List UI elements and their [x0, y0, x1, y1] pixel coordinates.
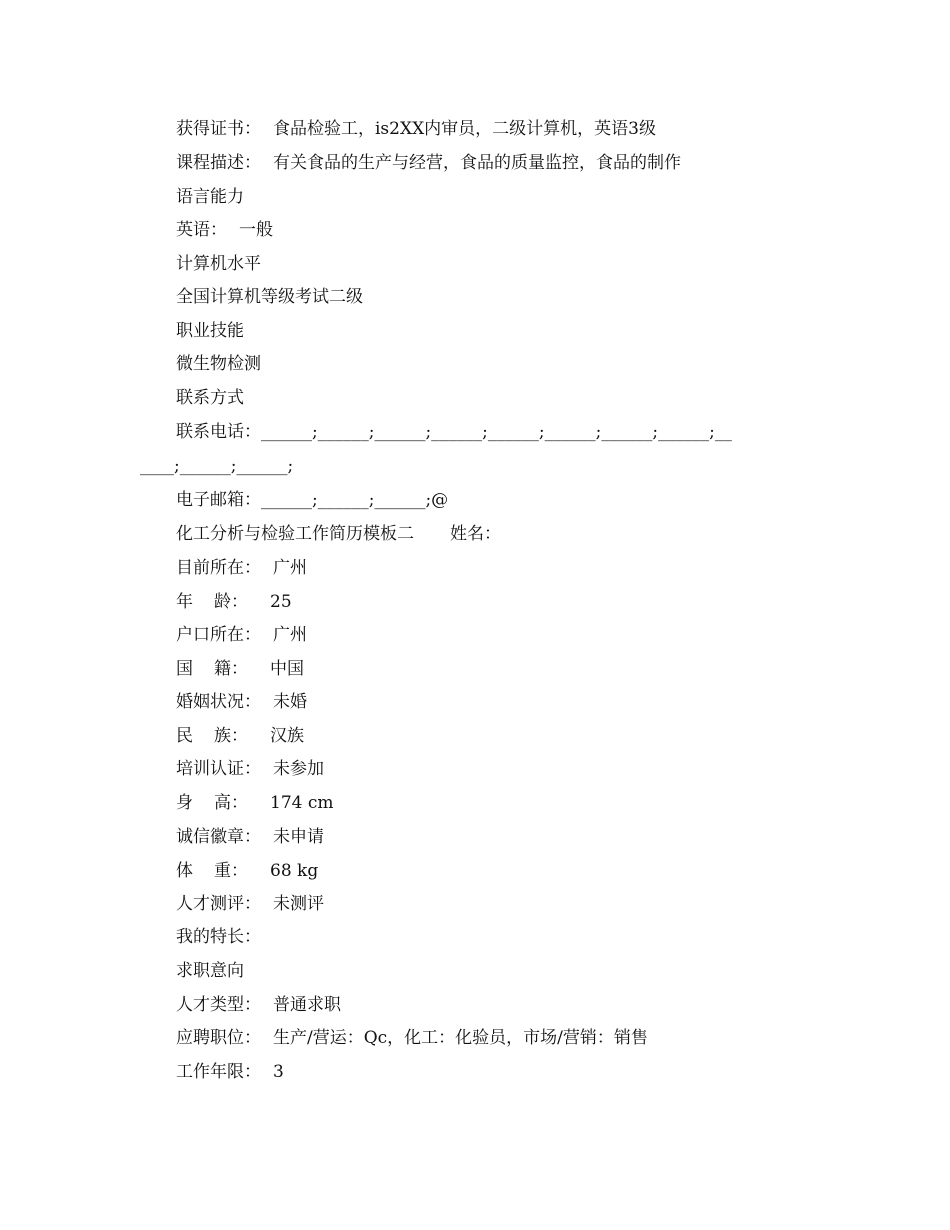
field-value: 汉族 — [270, 726, 304, 746]
field-label: 工作年限： — [176, 1062, 261, 1082]
skill-item: 微生物检测 — [176, 354, 261, 374]
field-value: 68 kg — [270, 861, 319, 881]
phone-row-continued: ____;______;______; — [140, 456, 294, 476]
email-row: 电子邮箱：______;______;______;@ — [176, 490, 449, 510]
section-heading-language: 语言能力 — [176, 187, 244, 207]
field-label: 诚信徽章： — [176, 827, 261, 847]
field-label: 体 重： — [176, 861, 248, 881]
work-years-row — [176, 1056, 284, 1089]
field-value: 广州 — [273, 558, 307, 578]
field-label: 婚姻状况： — [176, 692, 261, 712]
weight-row — [176, 855, 318, 888]
field-label: 课程描述： — [176, 153, 261, 173]
training-row — [176, 753, 324, 786]
english-row — [176, 214, 273, 247]
marital-status-row — [176, 686, 307, 719]
template-title-row — [176, 518, 501, 551]
section-heading-computer: 计算机水平 — [176, 254, 261, 274]
field-value: 未申请 — [273, 827, 324, 847]
talent-type-row — [176, 989, 341, 1022]
field-label: 民 族： — [176, 726, 248, 746]
field-value: 未婚 — [273, 692, 307, 712]
field-label: 英语： — [176, 220, 227, 240]
field-label: 目前所在： — [176, 558, 261, 578]
field-value: 普通求职 — [273, 995, 341, 1015]
field-label: 人才类型： — [176, 995, 261, 1015]
field-value: 未测评 — [273, 894, 324, 914]
field-value: 生产/营运：Qc，化工：化验员，市场/营销：销售 — [273, 1028, 648, 1048]
field-value: 有关食品的生产与经营，食品的质量监控，食品的制作 — [273, 153, 681, 173]
field-value: 3 — [273, 1062, 284, 1082]
field-value: 一般 — [239, 220, 273, 240]
field-value: 174 cm — [270, 793, 334, 813]
height-row — [176, 787, 334, 820]
computer-level: 全国计算机等级考试二级 — [176, 287, 363, 307]
field-value: 食品检验工，is2XX内审员，二级计算机，英语3级 — [273, 119, 656, 139]
credit-badge-row — [176, 821, 324, 854]
name-label: 姓名： — [450, 524, 501, 544]
current-location-row — [176, 552, 307, 585]
talent-assessment-row — [176, 888, 324, 921]
field-label: 身 高： — [176, 793, 248, 813]
specialty-row: 我的特长： — [176, 927, 261, 947]
field-value: 25 — [270, 592, 292, 612]
ethnicity-row — [176, 720, 304, 753]
hukou-row — [176, 619, 307, 652]
field-value: 中国 — [270, 659, 304, 679]
nationality-row — [176, 653, 304, 686]
age-row — [176, 586, 292, 619]
field-label: 户口所在： — [176, 625, 261, 645]
course-description-row — [176, 147, 681, 180]
section-heading-contact: 联系方式 — [176, 388, 244, 408]
field-label: 国 籍： — [176, 659, 248, 679]
certificates-row — [176, 113, 656, 146]
field-label: 培训认证： — [176, 759, 261, 779]
template-title: 化工分析与检验工作简历模板二 — [176, 524, 414, 544]
phone-row: 联系电话：______;______;______;______;______;______;______;______;__ — [176, 422, 732, 442]
field-label: 人才测评： — [176, 894, 261, 914]
field-value: 广州 — [273, 625, 307, 645]
field-label: 获得证书： — [176, 119, 261, 139]
position-row — [176, 1022, 648, 1055]
field-label: 应聘职位： — [176, 1028, 261, 1048]
field-label: 年 龄： — [176, 592, 248, 612]
section-heading-job-intention: 求职意向 — [176, 961, 244, 981]
field-value: 未参加 — [273, 759, 324, 779]
section-heading-skills: 职业技能 — [176, 321, 244, 341]
